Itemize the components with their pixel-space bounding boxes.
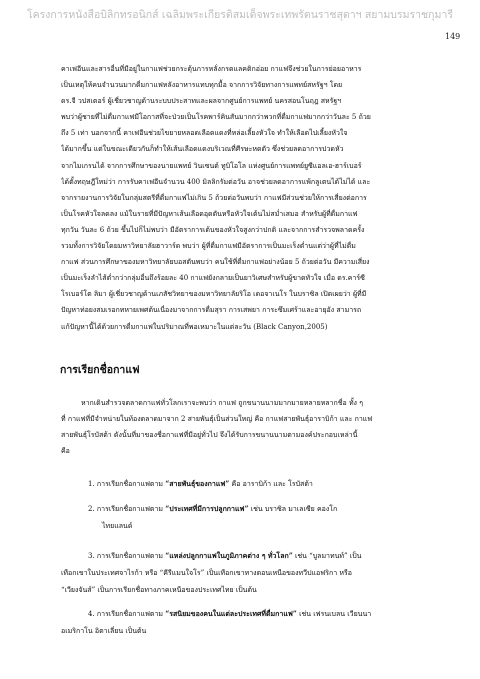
text-line: เป็นโรคหัวใจลดลง แม้ในรายที่มีปัญหาเส้นเลือดอุดตันหรือหัวใจเต้นไม่สม่ำเสมอ สำหรับผู้ที่ดื่มกาแฟ [61,209,358,218]
text-line: คาเฟอีนและสารอื่นที่มีอยู่ในกาแฟช่วยกระตุ้นการหลั่งกรดแลคติกอ่อย กาแฟจึงช่วยในการย่อยอาหาร [61,65,362,73]
text-line: ได้ตั้งทฤษฎีใหม่ว่า การรับคาเฟอีนจำนวน 400 มิลลิกรัมต่อวัน อาจช่วยลดอาการแพ้กลูเตนได้ไม่ได้ และ [61,177,371,186]
list-item [88,501,448,534]
list-item-continuation: เทือกเขาในประเทศจาไรก้า หรือ “คีรีแมนใจโร” เป็นเทือกเขาทางตอนเหนือของทวีปแอฟริกา หรือ [61,569,352,577]
list-item-wrap [61,565,441,598]
text-line: ถึง 5 เท่า นอกจากนี้ คาเฟอีนช่วยไขยายหลอดเลือดแดงที่หล่อเลี้ยงหัวใจ ทำให้เลือดไปเลี้ยงหัวใจ [61,129,348,138]
text-line: หากเดินสำรวจตลาดกาแฟทั่วโลกเราจะพบว่า กาแฟ ถูกขนานนามมากมายหลายหลากชื่อ ทั้ง ๆ [81,399,363,407]
text-line: คือ [61,447,70,456]
list-item-bold: “ประเทศที่มีการปลูกกาแฟ” [165,504,249,513]
text-line: รวมทั้งการวิจัยโดยมหาวิทยาลัยฮาวาร์ด พบว่า ผู้ที่ดื่มกาแฟมีอัตราการเป็นมะเร็งต่ำนแต่ว่าผู้ที่ไม่ดื่ม [61,242,356,251]
list-item-prefix: 2. การเรียกชื่อกาแฟตาม [88,505,166,513]
text-line: เป็นมะเร็งลำไส้ต่ำกว่ากลุ่มอื่นถึงร้อยละ 40 กาแฟยังกลายเป็นยาวิเศษสำหรับผู้ขาดทัวใจ เมื่อ ดร.คาร์ซี [61,274,365,283]
list-item-line [88,501,448,518]
list-item-bold: “แหล่งปลูกกาแฟในภูมิภาคต่าง ๆ ทั่วโลก” [165,551,293,560]
section-heading: การเรียกชื่อกาแฟ [60,364,140,376]
text-line: กาแฟ ส่วนการศึกษาของมหาวิทยาลัยบอสตันพบว่า คนใช้ที่ดื่มกาแฟอย่างน้อย 5 ถ้วยต่อวัน มีความเสี่ยง [61,258,370,267]
list-item-prefix: 1. การเรียกชื่อกาแฟตาม [88,480,166,488]
list-item [88,476,448,493]
text-line: ได้มากขึ้น แต่ในขณะเดียวกันก็ทำให้เส้นเลือดแดงบริเวณที่ศีรษะหดตัว ซึ่งช่วยลดอาการปวดหัว [61,145,344,154]
list-item-bold: “รสนิยมของคนในแต่ละประเทศที่ดื่มกาแฟ” [165,609,297,618]
text-line: โรเบอร์โต ลิมา ผู้เชี่ยวชาญด้านเภสัชวิทยาของมหาวิทยาลัยริโอ เดอจาเนโร ในบราซิล เปิดเผยว่า ผู้ที่มี [61,290,367,299]
list-item-suffix: เช่น “บูลมาทนท์” เป็น [292,552,362,560]
text-line: ดร.จี วปสเตอร์ ผู้เชี่ยวชาญด้านระบบประสาทและผลจากศูนย์การแพทย์ นครสอนโนฤฎ สหรัฐฯ [61,97,342,106]
text-line: สายพันธุ์โรบัสต้า ดังนั้นที่มาของชื่อกาแฟที่มีอยู่ทั่วไป จึงได้รับการขนานนามตามองค์ประกอบเหล่านี้ [61,431,358,440]
text-line: จากรายงานการวิจัยในกลุ่มสตรีที่ดื่มกาแฟไม่เกิน 5 ถ้วยต่อวันพบว่า กาแฟมีส่วนช่วยให้การเสี่ยงต่อการ [61,193,367,202]
list-item-suffix: เช่น บราซิล มาเลเซีย คองโก [248,505,338,513]
list-item [88,548,448,565]
text-line: พบว่าผู้ชายที่ไม่ดื่มกาแฟมีโอกาสที่จะป่วยเป็นโรคพาร์คินสันมากกว่าพวกที่ดื่มกาแฟมากกว่าวันละ 5 ถ้วย [61,113,371,122]
list-item-suffix: เช่น เฟรนเบลน เวียนนา [296,610,372,618]
list-item-line [88,548,448,565]
list-item-wrap [61,623,441,640]
list-item [88,606,448,623]
paragraph-2 [61,395,441,459]
text-line: จากไมเกรนได้ จากการศึกษาของนายแพทย์ วินเซนต์ ทูบิโอโล แห่งศูนย์การแพทย์ยูซีแอลเอ-ฮาร์เบอร์ [61,161,362,170]
list-item-continuation: ไทยแลนด์ [102,521,133,530]
text-line: เป็นเหตุให้คนจำนวนมากดื่มกาแฟหลังอาหารแทบทุกมื้อ จากการวิจัยทางการแพทย์สหรัฐฯ โดย [61,81,343,90]
list-item-line [88,606,448,623]
list-item-continuation: อเมริกาโน อิตาเลี่ยน เป็นต้น [61,627,147,635]
text-line: แก้ปัญหานี้ได้ด้วยการดื่มกาแฟในปริมาณที่พอเหมาะในแต่ละวัน (Black Canyon,2005) [61,322,328,331]
text-line: ที่ กาแฟที่มีจำหน่ายในท้องตลาดมาจาก 2 สายพันธุ์เป็นส่วนใหญ่ คือ กาแฟสายพันธุ์อาราบิก้า และ กาแฟ [61,415,373,424]
list-item-line [88,476,448,493]
list-item-prefix: 4. การเรียกชื่อกาแฟตาม [88,610,166,618]
list-item-bold: “สายพันธุ์ของกาแฟ” [165,479,230,488]
list-item-suffix: คือ อาราบิก้า และ โรบัสต้า [229,480,313,488]
text-line: ทุกวัน วันละ 6 ถ้วย ขึ้นไปก็ไม่พบว่า มีอัตราการเต้นของหัวใจสูงกว่าปกติ และจากการสำรวจพลาดครั้ง [61,225,365,234]
list-item-prefix: 3. การเรียกชื่อกาแฟตาม [88,552,166,560]
paragraph-1 [61,61,441,335]
page-header: โครงการหนังสือบิลิกทรอนิกส์ เฉลิมพระเกียรติสมเด็จพระเทพรัตนราชสุดาฯ สยามบรมราชกุมารี [27,9,453,21]
page-number: 149 [445,32,461,41]
list-item-continuation: “เวียงจันส์” เป็นการเรียกชื่อทางภาคเหนือของประเทศไทย เป็นต้น [61,585,257,594]
text-line: ปัญหาท่อยงสมเรอกทหายเพศต้นเนื่องมาจากการดื่มสุรา การเสพยา การะซึมเศร้าและอายุอัง สามารถ [61,306,362,315]
